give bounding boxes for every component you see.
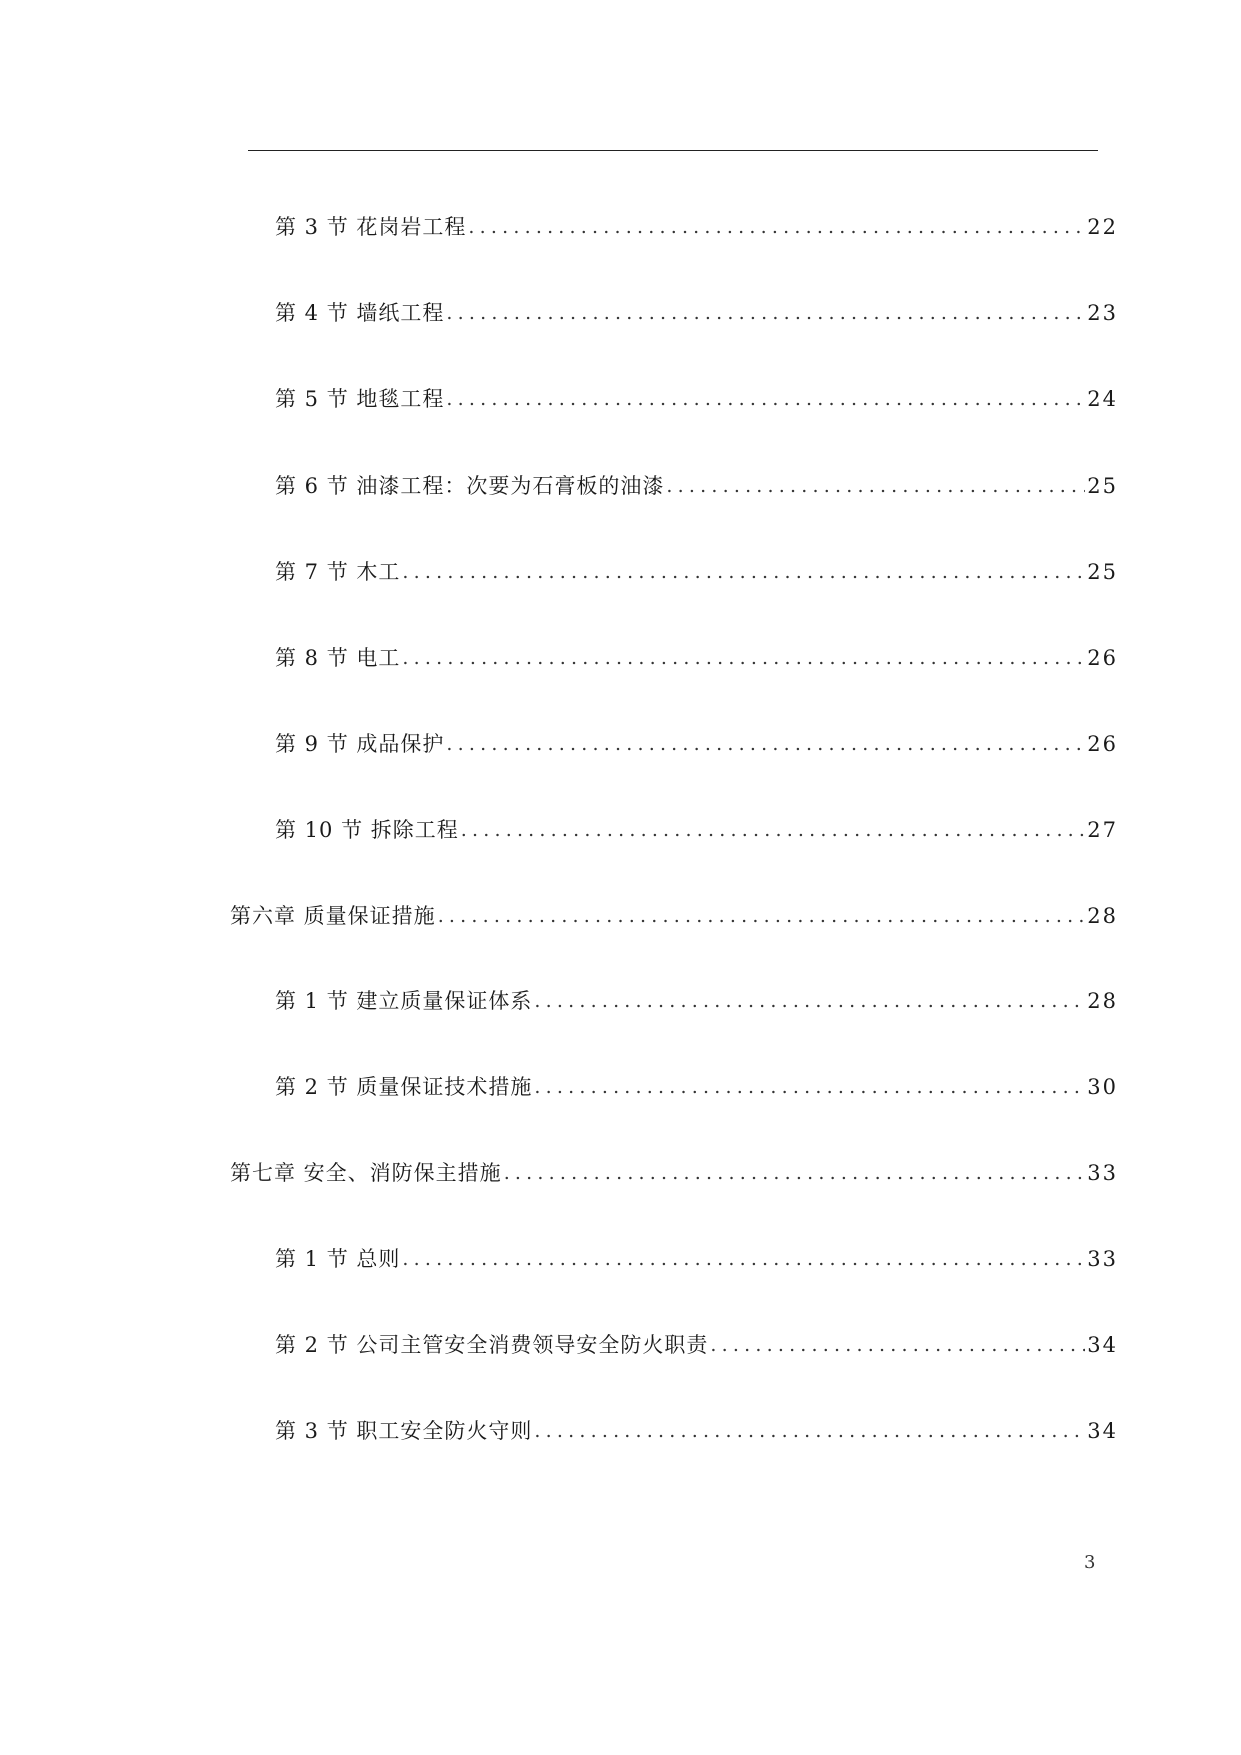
toc-entry-label: 第六章 质量保证措施 [230,904,436,928]
toc-dot-leader [534,986,1085,1016]
toc-entry[interactable] [275,1244,1118,1274]
toc-entry-chapter[interactable] [230,1158,1118,1188]
toc-entry-label: 第 8 节 电工 [275,646,401,670]
toc-entry[interactable] [275,471,1118,501]
toc-entry-page: 33 [1087,1247,1118,1271]
toc-entry-page: 25 [1087,560,1118,584]
toc-dot-leader [504,1158,1086,1188]
toc-entry-page: 33 [1087,1161,1118,1185]
toc-entry-page: 28 [1087,989,1118,1013]
toc-entry-label: 第 2 节 公司主管安全消费领导安全防火职责 [275,1333,709,1357]
toc-entry-label: 第 3 节 职工安全防火守则 [275,1419,533,1443]
toc-entry-label: 第 7 节 木工 [275,560,401,584]
toc-entry-chapter[interactable] [230,901,1118,931]
toc-dot-leader [402,557,1085,587]
toc-entry-page: 28 [1087,904,1118,928]
toc-entry-page: 22 [1087,215,1118,239]
toc-entry-page: 24 [1087,387,1118,411]
toc-dot-leader [446,729,1085,759]
toc-dot-leader [402,643,1085,673]
toc-entry[interactable] [275,815,1118,845]
toc-entry-page: 23 [1087,301,1118,325]
toc-dot-leader [534,1416,1085,1446]
toc-entry-page: 26 [1087,646,1118,670]
toc-entry[interactable] [275,1072,1118,1102]
toc-entry[interactable] [275,729,1118,759]
toc-entry-label: 第 1 节 总则 [275,1247,401,1271]
toc-entry[interactable] [275,1330,1118,1360]
toc-entry-label: 第 5 节 地毯工程 [275,387,445,411]
toc-entry[interactable] [275,986,1118,1016]
toc-dot-leader [461,815,1086,845]
toc-entry[interactable] [275,643,1118,673]
toc-entry[interactable] [275,1416,1118,1446]
toc-dot-leader [534,1072,1085,1102]
toc-entry[interactable] [275,557,1118,587]
toc-dot-leader [666,471,1085,501]
toc-entry-label: 第 1 节 建立质量保证体系 [275,989,533,1013]
toc-entry[interactable] [275,384,1118,414]
toc-entry-page: 27 [1087,818,1118,842]
toc-entry-label: 第 6 节 油漆工程：次要为石膏板的油漆 [275,474,665,498]
toc-entry-label: 第七章 安全、消防保主措施 [230,1161,502,1185]
toc-entry-label: 第 10 节 拆除工程 [275,818,459,842]
toc-entry-label: 第 9 节 成品保护 [275,732,445,756]
toc-entry-page: 25 [1087,474,1118,498]
toc-dot-leader [710,1330,1085,1360]
toc-entry-page: 30 [1087,1075,1118,1099]
toc-entry[interactable] [275,212,1118,242]
toc-entry[interactable] [275,298,1118,328]
toc-entry-page: 34 [1087,1419,1118,1443]
toc-dot-leader [402,1244,1085,1274]
toc-dot-leader [468,212,1085,242]
toc-entry-label: 第 3 节 花岗岩工程 [275,215,467,239]
page-number: 3 [1084,1552,1096,1573]
toc-entry-page: 34 [1087,1333,1118,1357]
toc-entry-page: 26 [1087,732,1118,756]
toc-entry-label: 第 2 节 质量保证技术措施 [275,1075,533,1099]
toc-dot-leader [446,384,1085,414]
toc-entry-label: 第 4 节 墙纸工程 [275,301,445,325]
toc-dot-leader [438,901,1086,931]
toc-dot-leader [446,298,1085,328]
